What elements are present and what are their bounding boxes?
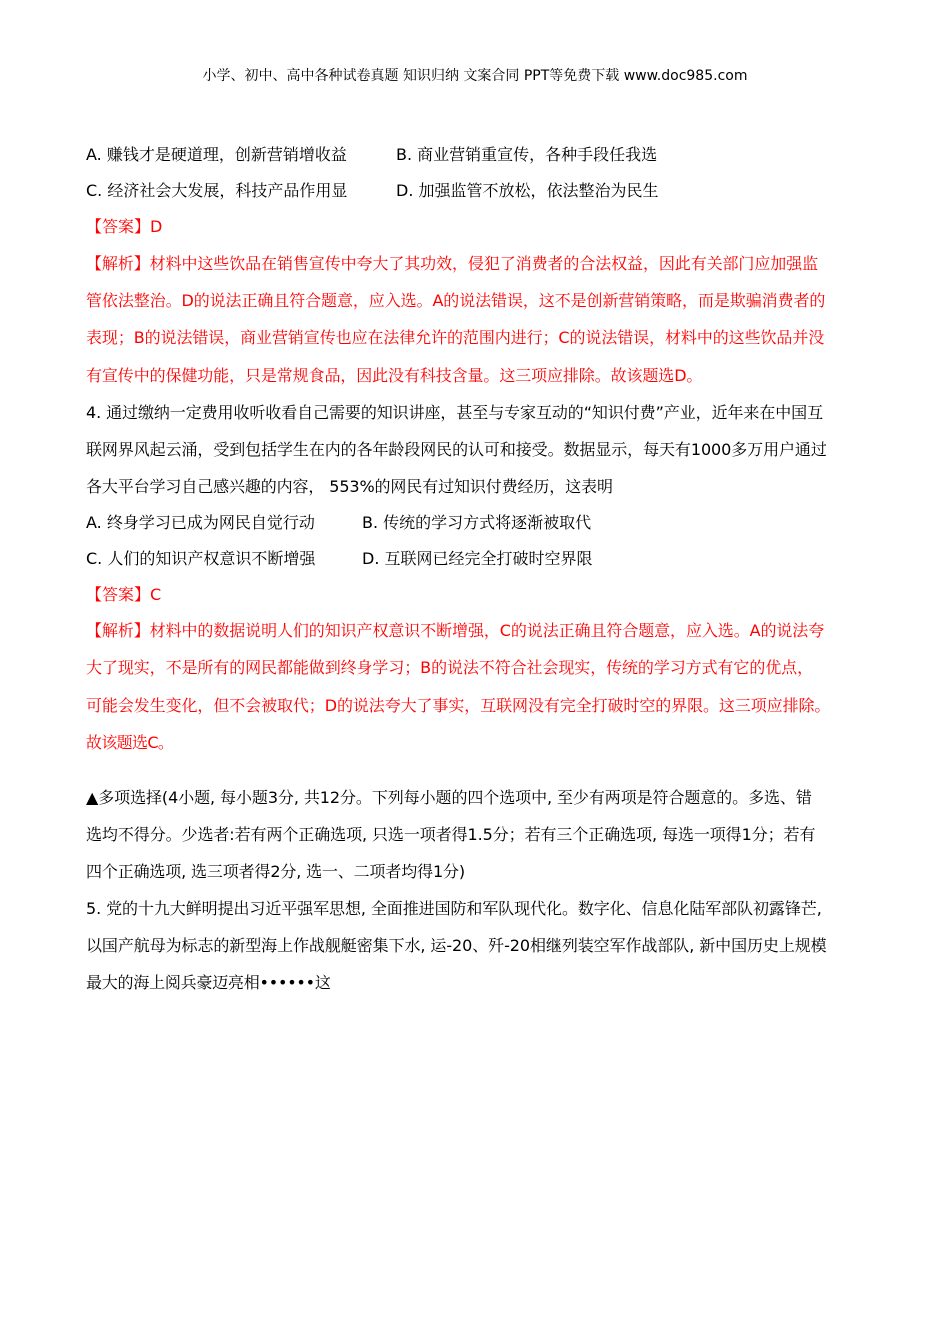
q4-option-a: A. 终身学习已成为网民自觉行动 <box>86 513 315 532</box>
q4-answer: 【答案】C <box>86 585 162 604</box>
q3-option-a: A. 赚钱才是硬道理，创新营销增收益 <box>86 145 347 164</box>
section-instructions-line: ▲多项选择(4小题, 每小题3分, 共12分。下列每小题的四个选项中, 至少有两项是符合题意的。多选、错 <box>86 788 812 807</box>
q4-option-d: D. 互联网已经完全打破时空界限 <box>362 549 593 568</box>
section-instructions-line: 四个正确选项, 选三项者得2分, 选一、二项者均得1分) <box>86 862 465 881</box>
q4-stem-line: 联网界风起云涌，受到包括学生在内的各年龄段网民的认可和接受。数据显示，每天有1000多万用户通过 <box>86 440 827 459</box>
q3-options-row-1 <box>86 144 876 166</box>
q4-stem-line: 各大平台学习自己感兴趣的内容， 553%的网民有过知识付费经历，这表明 <box>86 477 613 496</box>
q3-option-b: B. 商业营销重宣传，各种手段任我选 <box>396 145 658 164</box>
q4-option-b: B. 传统的学习方式将逐渐被取代 <box>362 513 592 532</box>
q4-options-row-2 <box>86 548 876 570</box>
page-header: 小学、初中、高中各种试卷真题 知识归纳 文案合同 PPT等免费下载 www.doc985.com <box>202 68 748 84</box>
q4-analysis-line: 大了现实，不是所有的网民都能做到终身学习；B的说法不符合社会现实，传统的学习方式有它的优点， <box>86 658 813 677</box>
q3-option-d: D. 加强监管不放松，依法整治为民生 <box>396 181 659 200</box>
q4-options-row-1 <box>86 512 876 534</box>
q4-analysis-line: 【解析】材料中的数据说明人们的知识产权意识不断增强，C的说法正确且符合题意，应入选。A的说法夸 <box>86 621 825 640</box>
q4-stem-line: 4. 通过缴纳一定费用收听收看自己需要的知识讲座，甚至与专家互动的“知识付费”产业，近年来在中国互 <box>86 403 824 422</box>
q4-option-c: C. 人们的知识产权意识不断增强 <box>86 549 316 568</box>
q5-stem-line: 以国产航母为标志的新型海上作战舰艇密集下水, 运-20、歼-20相继列装空军作战部队, 新中国历史上规模 <box>86 936 827 955</box>
q3-option-c: C. 经济社会大发展，科技产品作用显 <box>86 181 348 200</box>
q4-analysis-line: 可能会发生变化，但不会被取代；D的说法夸大了事实，互联网没有完全打破时空的界限。这三项应排除。 <box>86 696 831 715</box>
q3-analysis-line: 有宣传中的保健功能，只是常规食品，因此没有科技含量。这三项应排除。故该题选D。 <box>86 366 703 385</box>
q3-answer: 【答案】D <box>86 217 163 236</box>
q3-analysis-line: 管依法整治。D的说法正确且符合题意，应入选。A的说法错误，这不是创新营销策略，而是欺骗消费者的 <box>86 291 826 310</box>
q5-stem-line: 最大的海上阅兵豪迈亮相••••••这 <box>86 973 331 992</box>
q3-analysis-line: 【解析】材料中这些饮品在销售宣传中夸大了其功效，侵犯了消费者的合法权益，因此有关部门应加强监 <box>86 254 818 273</box>
q4-analysis-line: 故该题选C。 <box>86 733 174 752</box>
section-instructions-line: 选均不得分。少选者:若有两个正确选项, 只选一项者得1.5分；若有三个正确选项, 每选一项得1分；若有 <box>86 825 816 844</box>
q3-options-row-2 <box>86 180 876 202</box>
q3-analysis-line: 表现；B的说法错误，商业营销宣传也应在法律允许的范围内进行；C的说法错误，材料中的这些饮品并没 <box>86 328 825 347</box>
q5-stem-line: 5. 党的十九大鲜明提出习近平强军思想, 全面推进国防和军队现代化。数字化、信息化陆军部队初露锋芒, <box>86 899 822 918</box>
